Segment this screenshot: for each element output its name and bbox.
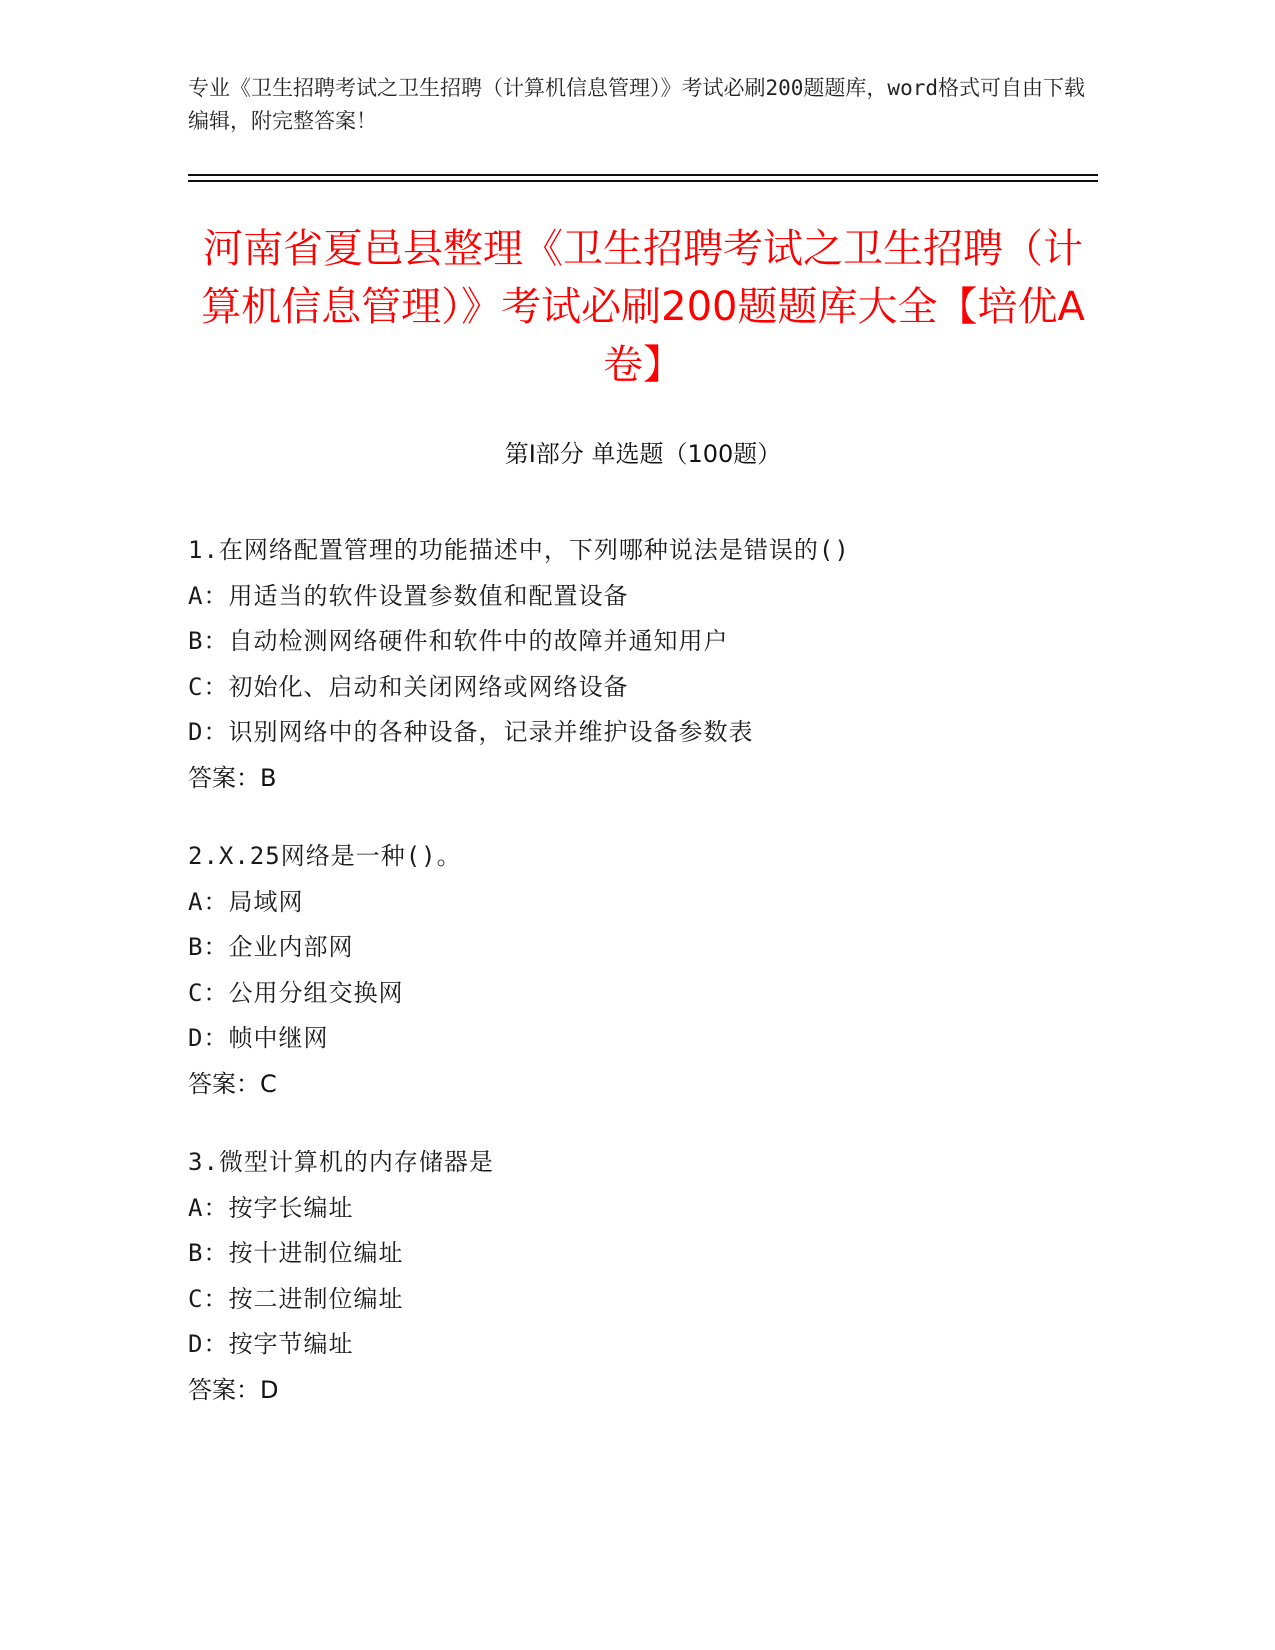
question-item	[188, 834, 1098, 1107]
option-c: C：公用分组交换网	[188, 978, 404, 1007]
option-d: D：识别网络中的各种设备，记录并维护设备参数表	[188, 718, 754, 746]
document-title: 河南省夏邑县整理《卫生招聘考试之卫生招聘（计算机信息管理）》考试必刷200题题库大全【培优A卷】	[201, 226, 1085, 388]
option-c: C：按二进制位编址	[188, 1284, 404, 1313]
option-d: D：帧中继网	[188, 1024, 329, 1052]
option-c: C：初始化、启动和关闭网络或网络设备	[188, 672, 629, 701]
header-divider-line-secondary	[188, 180, 1098, 182]
option-b: B：自动检测网络硬件和软件中的故障并通知用户	[188, 627, 729, 655]
option-a: A：按字长编址	[188, 1193, 354, 1222]
question-item	[188, 528, 1098, 801]
question-item	[188, 1140, 1098, 1413]
header-divider-line	[188, 174, 1098, 176]
option-a: A：用适当的软件设置参数值和配置设备	[188, 581, 629, 610]
question-stem: 2.X.25网络是一种()。	[188, 842, 462, 870]
option-b: B：按十进制位编址	[188, 1239, 404, 1267]
question-list	[188, 528, 1098, 1446]
answer-line: 答案：C	[188, 1069, 277, 1098]
question-stem: 1.在网络配置管理的功能描述中，下列哪种说法是错误的()	[188, 536, 850, 564]
option-d: D：按字节编址	[188, 1330, 354, 1358]
question-stem: 3.微型计算机的内存储器是	[188, 1148, 494, 1176]
section-heading: 第I部分 单选题（100题）	[504, 440, 782, 468]
answer-line: 答案：B	[188, 763, 277, 792]
header-note: 专业《卫生招聘考试之卫生招聘（计算机信息管理）》考试必刷200题题库，word格式可自由下载编辑，附完整答案！	[188, 76, 1085, 133]
answer-line: 答案：D	[188, 1375, 279, 1404]
option-a: A：局域网	[188, 887, 304, 916]
option-b: B：企业内部网	[188, 933, 354, 961]
